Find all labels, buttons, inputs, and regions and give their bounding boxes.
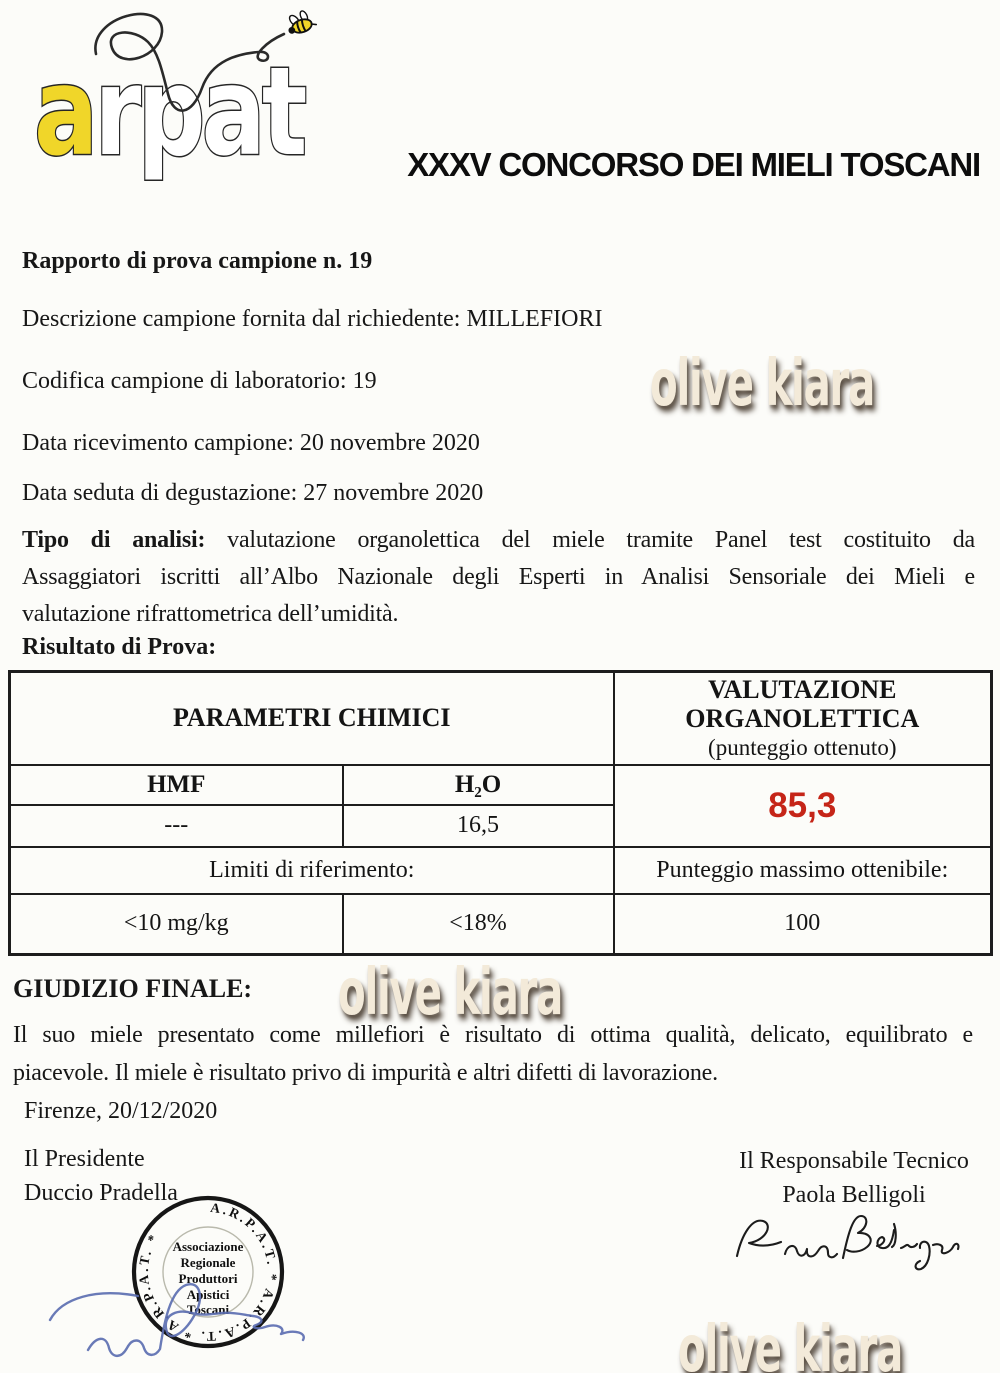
analysis-type-paragraph <box>22 522 975 633</box>
chem-params-header-cell: PARAMETRI CHIMICI <box>10 672 614 765</box>
score-cell: 85,3 <box>614 765 992 847</box>
svg-text:Toscani: Toscani <box>186 1302 230 1317</box>
watermark-bottom: olive kiara <box>678 1313 903 1373</box>
final-judgment-heading: GIUDIZIO FINALE: <box>13 974 253 1003</box>
hmf-value-cell: --- <box>10 805 343 847</box>
signature-last-name-stroke <box>843 1216 958 1269</box>
judgment-line-2: piacevole. Il miele è risultato privo di impurità e altri difetti di lavorazione. <box>13 1060 718 1086</box>
tasting-date-line: Data seduta di degustazione: 27 novembre 2020 <box>22 480 484 506</box>
logo-letter-a: a <box>34 40 95 183</box>
svg-text:Apistici: Apistici <box>186 1287 230 1302</box>
svg-text:Associazione: Associazione <box>172 1239 244 1254</box>
technical-signature <box>725 1208 960 1280</box>
page-title: XXXV CONCORSO DEI MIELI TOSCANI <box>407 146 980 183</box>
max-score-label-cell: Punteggio massimo ottenibile: <box>614 847 992 894</box>
received-date-line: Data ricevimento campione: 20 novembre 2020 <box>22 430 480 456</box>
bee-icon <box>284 8 317 37</box>
svg-text:Regionale: Regionale <box>180 1255 236 1270</box>
judgment-line-1: Il suo miele presentato come millefiori è risultato di ottima qualità, delicato, equilibrato e <box>13 1022 973 1048</box>
stamp-ring-textpath: A.R.P.A.T. * A.R.P.A.T. * A.R.P.A.T. * <box>135 1199 281 1345</box>
president-title: Il Presidente <box>24 1146 145 1172</box>
h2o-value-cell: 16,5 <box>343 805 614 847</box>
analysis-line-2: Assaggiatori iscritti all’Albo Nazionale degli Esperti in Analisi Sensoriale dei Mieli e <box>22 564 975 590</box>
president-name: Duccio Pradella <box>24 1180 178 1206</box>
limits-label-cell: Limiti di riferimento: <box>10 847 614 894</box>
analysis-line-1-text: valutazione organolettica del miele tramite Panel test costituito da <box>205 527 975 553</box>
arpat-stamp-and-signature <box>40 1190 400 1370</box>
sample-heading: Rapporto di prova campione n. 19 <box>22 248 373 274</box>
technical-name: Paola Belligoli <box>782 1182 926 1208</box>
org-eval-line1: VALUTAZIONE <box>708 674 897 704</box>
h2o-label-cell: H₂O <box>343 765 614 805</box>
max-score-value-cell: 100 <box>614 894 992 955</box>
org-eval-subtitle: (punteggio ottenuto) <box>708 734 897 760</box>
watermark-middle: olive kiara <box>338 956 563 1030</box>
results-heading: Risultato di Prova: <box>22 634 217 660</box>
analysis-line-1 <box>22 522 975 559</box>
logo-letters-rest: rpat <box>94 40 304 183</box>
place-date-line: Firenze, 20/12/2020 <box>24 1098 218 1124</box>
org-eval-line2: ORGANOLETTICA <box>685 703 920 733</box>
analysis-label: Tipo di analisi: <box>22 527 206 553</box>
technical-title: Il Responsabile Tecnico <box>739 1148 969 1174</box>
stamp-center-text <box>173 1239 244 1317</box>
results-table <box>8 670 993 956</box>
technical-signatory-block <box>724 1144 984 1212</box>
analysis-line-3: valutazione rifrattometrica dell’umidità. <box>22 601 399 627</box>
arpat-logo <box>26 2 360 188</box>
org-eval-header-cell <box>614 672 992 765</box>
signature-first-name-stroke <box>737 1221 837 1258</box>
hmf-label-cell: HMF <box>10 765 343 805</box>
svg-text:Produttori: Produttori <box>178 1271 238 1286</box>
signature-arc-stroke <box>50 1293 138 1320</box>
lab-code-line: Codifica campione di laboratorio: 19 <box>22 368 377 394</box>
watermark-top: olive kiara <box>650 347 875 421</box>
sample-description-line: Descrizione campione fornita dal richiedente: MILLEFIORI <box>22 306 603 332</box>
h2o-limit-cell: <18% <box>343 894 614 955</box>
hmf-limit-cell: <10 mg/kg <box>10 894 343 955</box>
